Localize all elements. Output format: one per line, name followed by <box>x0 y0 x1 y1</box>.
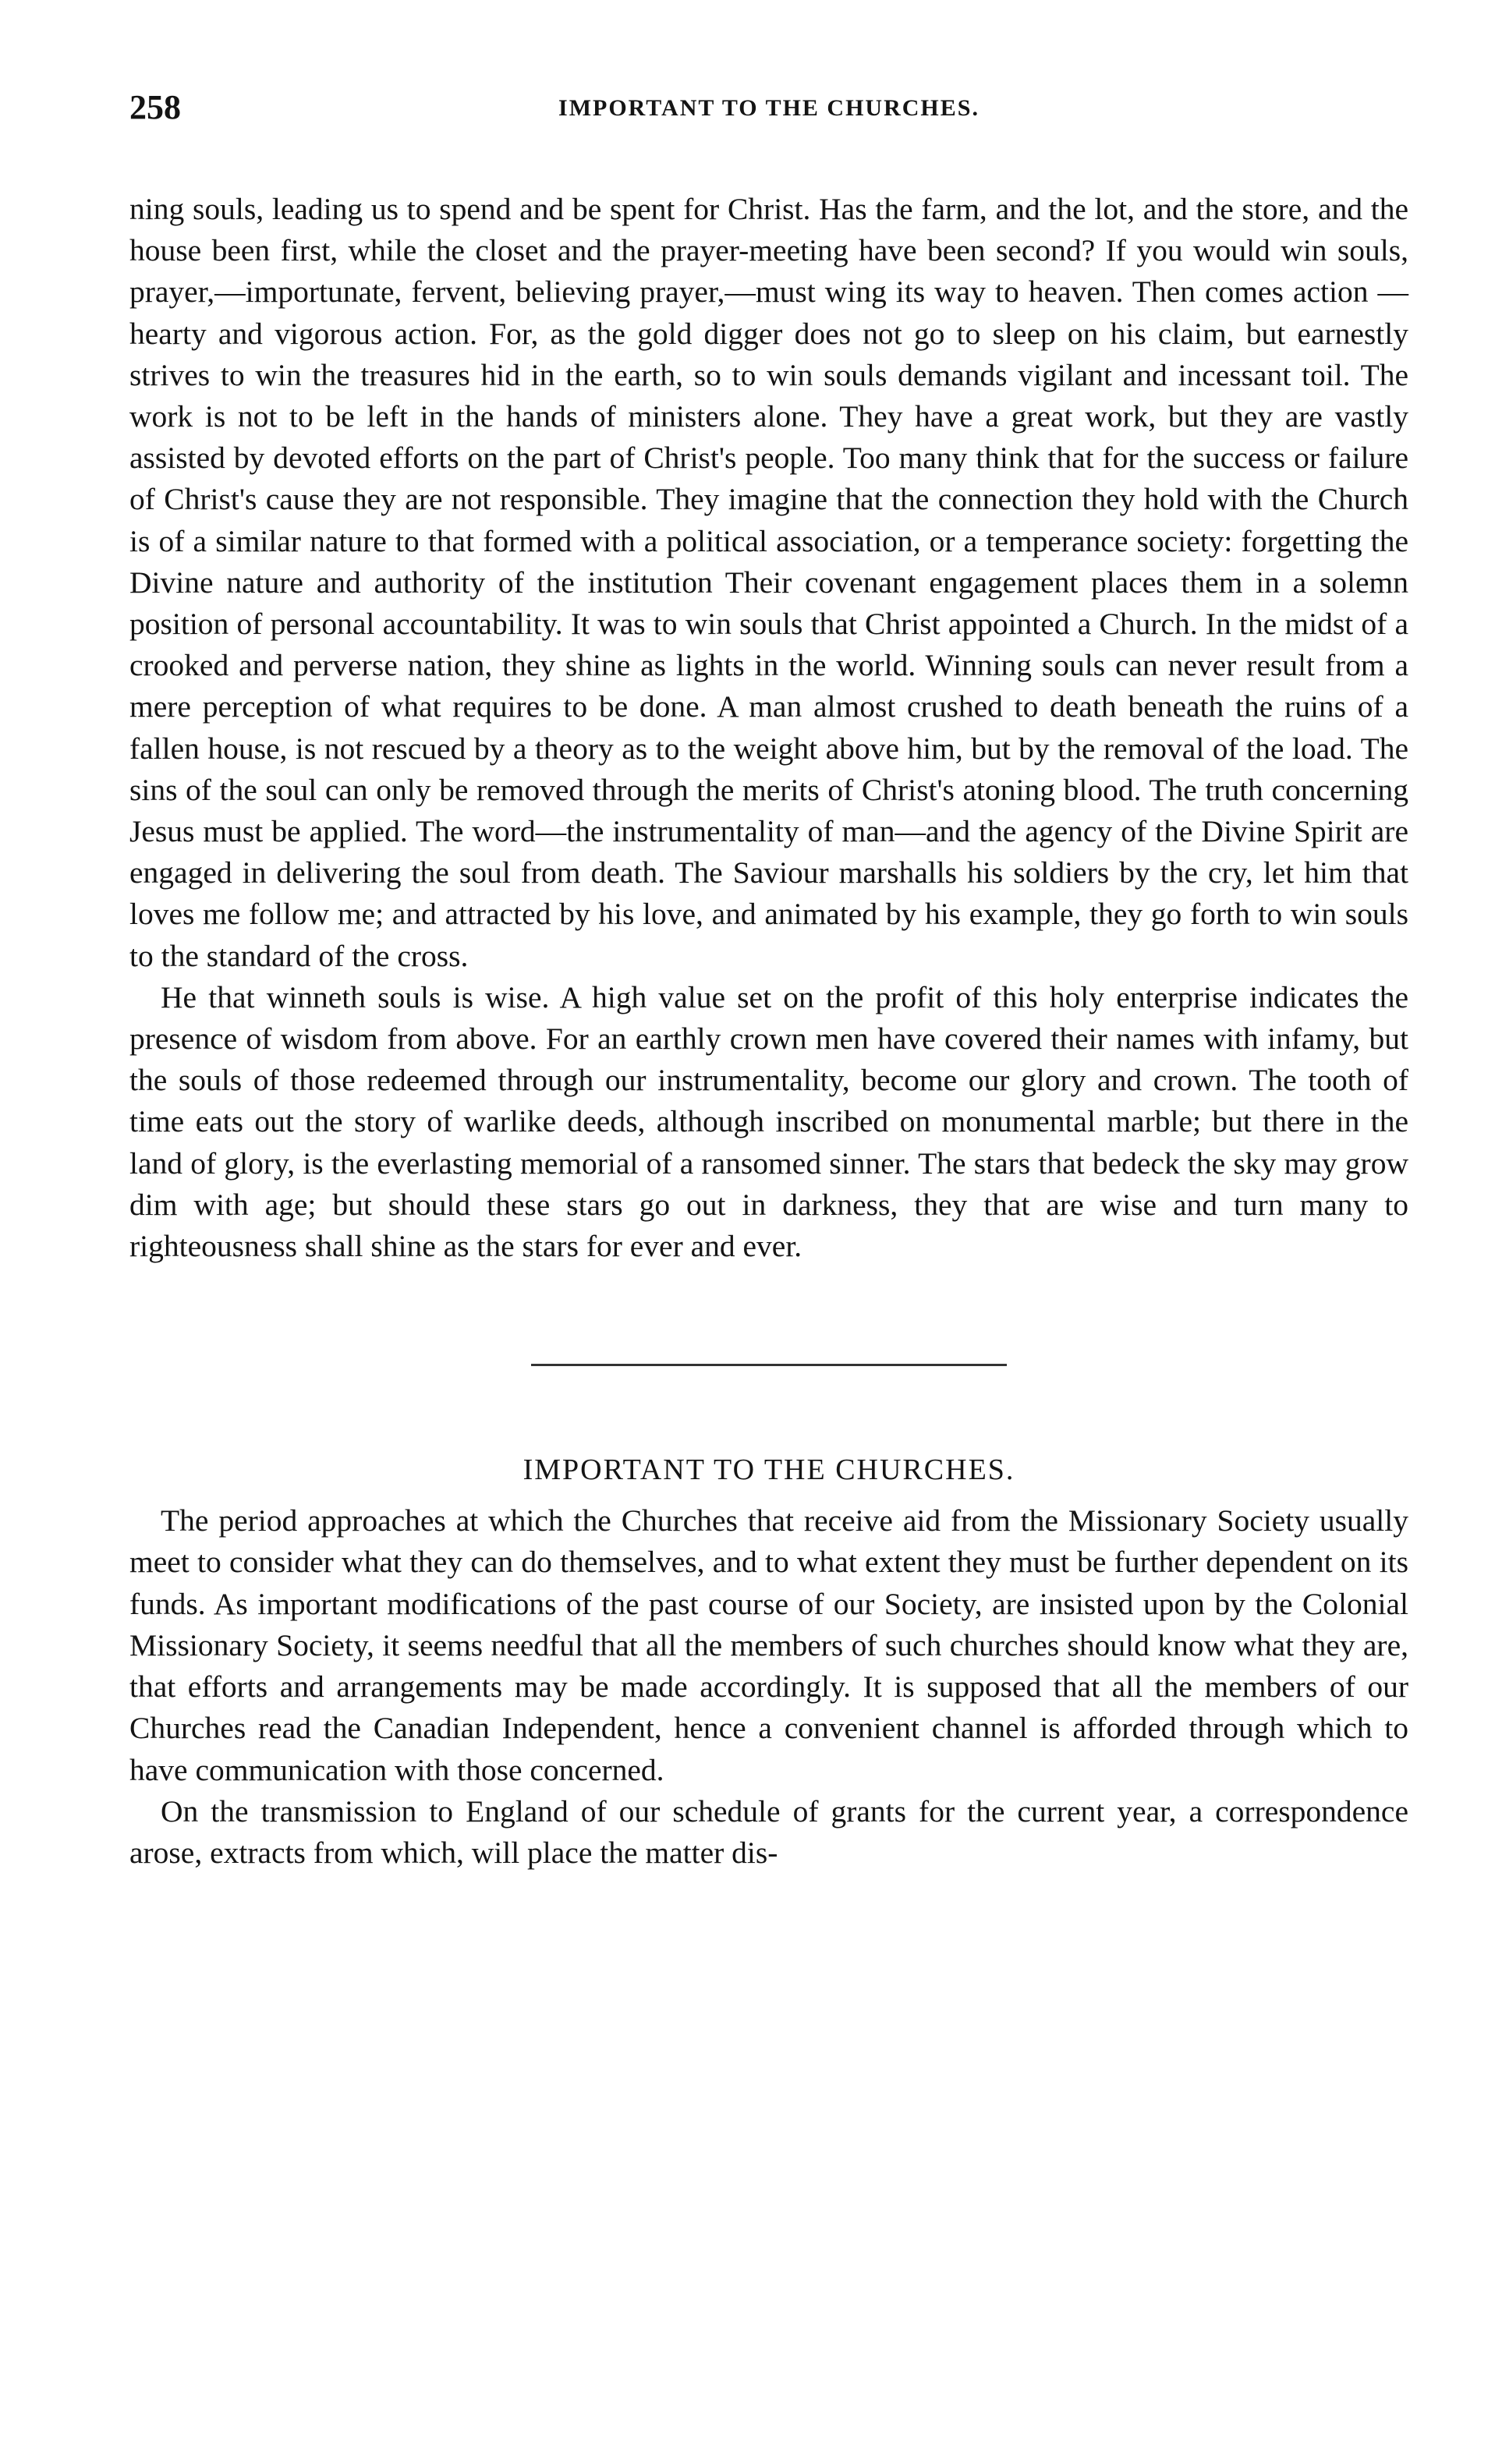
document-page <box>129 78 1408 1874</box>
section-paragraph-2: On the transmission to England of our schedule of grants for the current year, a correspondence arose, extracts from which, will place the matter dis- <box>129 1793 1408 1870</box>
body-paragraph-1: ning souls, leading us to spend and be spent for Christ. Has the farm, and the lot, and the store, and the house been first, while the closet and the prayer-meeting have been second? If you would win souls, prayer,—importunate, fervent, believing prayer,—must wing its way to heaven. Then comes action —hearty and vigorous action. For, as the gold digger does not go to sleep on his claim, but earnestly strives to win the treasures hid in the earth, so to win souls demands vigilant and incessant toil. The work is not to be left in the hands of ministers alone. They have a great work, but they are vastly assisted by devoted efforts on the part of Christ's people. Too many think that for the success or failure of Christ's cause they are not responsible. They imagine that the connection they hold with the Church is of a similar nature to that formed with a political association, or a temperance society: forgetting the Divine nature and authority of the institution Their covenant engagement places them in a solemn position of personal accountability. It was to win souls that Christ appointed a Church. In the midst of a crooked and perverse nation, they shine as lights in the world. Winning souls can never result from a mere perception of what requires to be done. A man almost crushed to death beneath the ruins of a fallen house, is not rescued by a theory as to the weight above him, but by the removal of the load. The sins of the soul can only be removed through the merits of Christ's atoning blood. The truth concerning Jesus must be applied. The word—the instrumentality of man—and the agency of the Divine Spirit are engaged in delivering the soul from death. The Saviour marshalls his soldiers by the cry, let him that loves me follow me; and attracted by his love, and animated by his example, they go forth to win souls to the standard of the cross. <box>129 192 1408 973</box>
page-number: 258 <box>129 88 181 126</box>
running-title: IMPORTANT TO THE CHURCHES. <box>558 95 980 121</box>
body-paragraph-2: He that winneth souls is wise. A high value set on the profit of this holy enterprise indicates the presence of wisdom from above. For an earthly crown men have covered their names with infamy, but the souls of those redeemed through our instrumentality, become our glory and crown. The tooth of time eats out the story of warlike deeds, although inscribed on monumental marble; but there in the land of glory, is the everlasting memorial of a ransomed sinner. The stars that bedeck the sky may grow dim with age; but should these stars go out in darkness, they that are wise and turn many to righteousness shall shine as the stars for ever and ever. <box>129 979 1408 1264</box>
section-paragraph-1: The period approaches at which the Churches that receive aid from the Missionary Society usually meet to consider what they can do themselves, and to what extent they must be further dependent on its funds. As important modifications of the past course of our Society, are insisted upon by the Colonial Missionary Society, it seems needful that all the members of such churches should know what they are, that efforts and arrangements may be made accordingly. It is supposed that all the members of our Churches read the Canadian Independent, hence a convenient channel is afforded through which to have communication with those concerned. <box>129 1503 1408 1787</box>
page-header <box>129 78 1408 133</box>
section-divider <box>531 1364 1007 1366</box>
section-title: IMPORTANT TO THE CHURCHES. <box>523 1453 1015 1487</box>
